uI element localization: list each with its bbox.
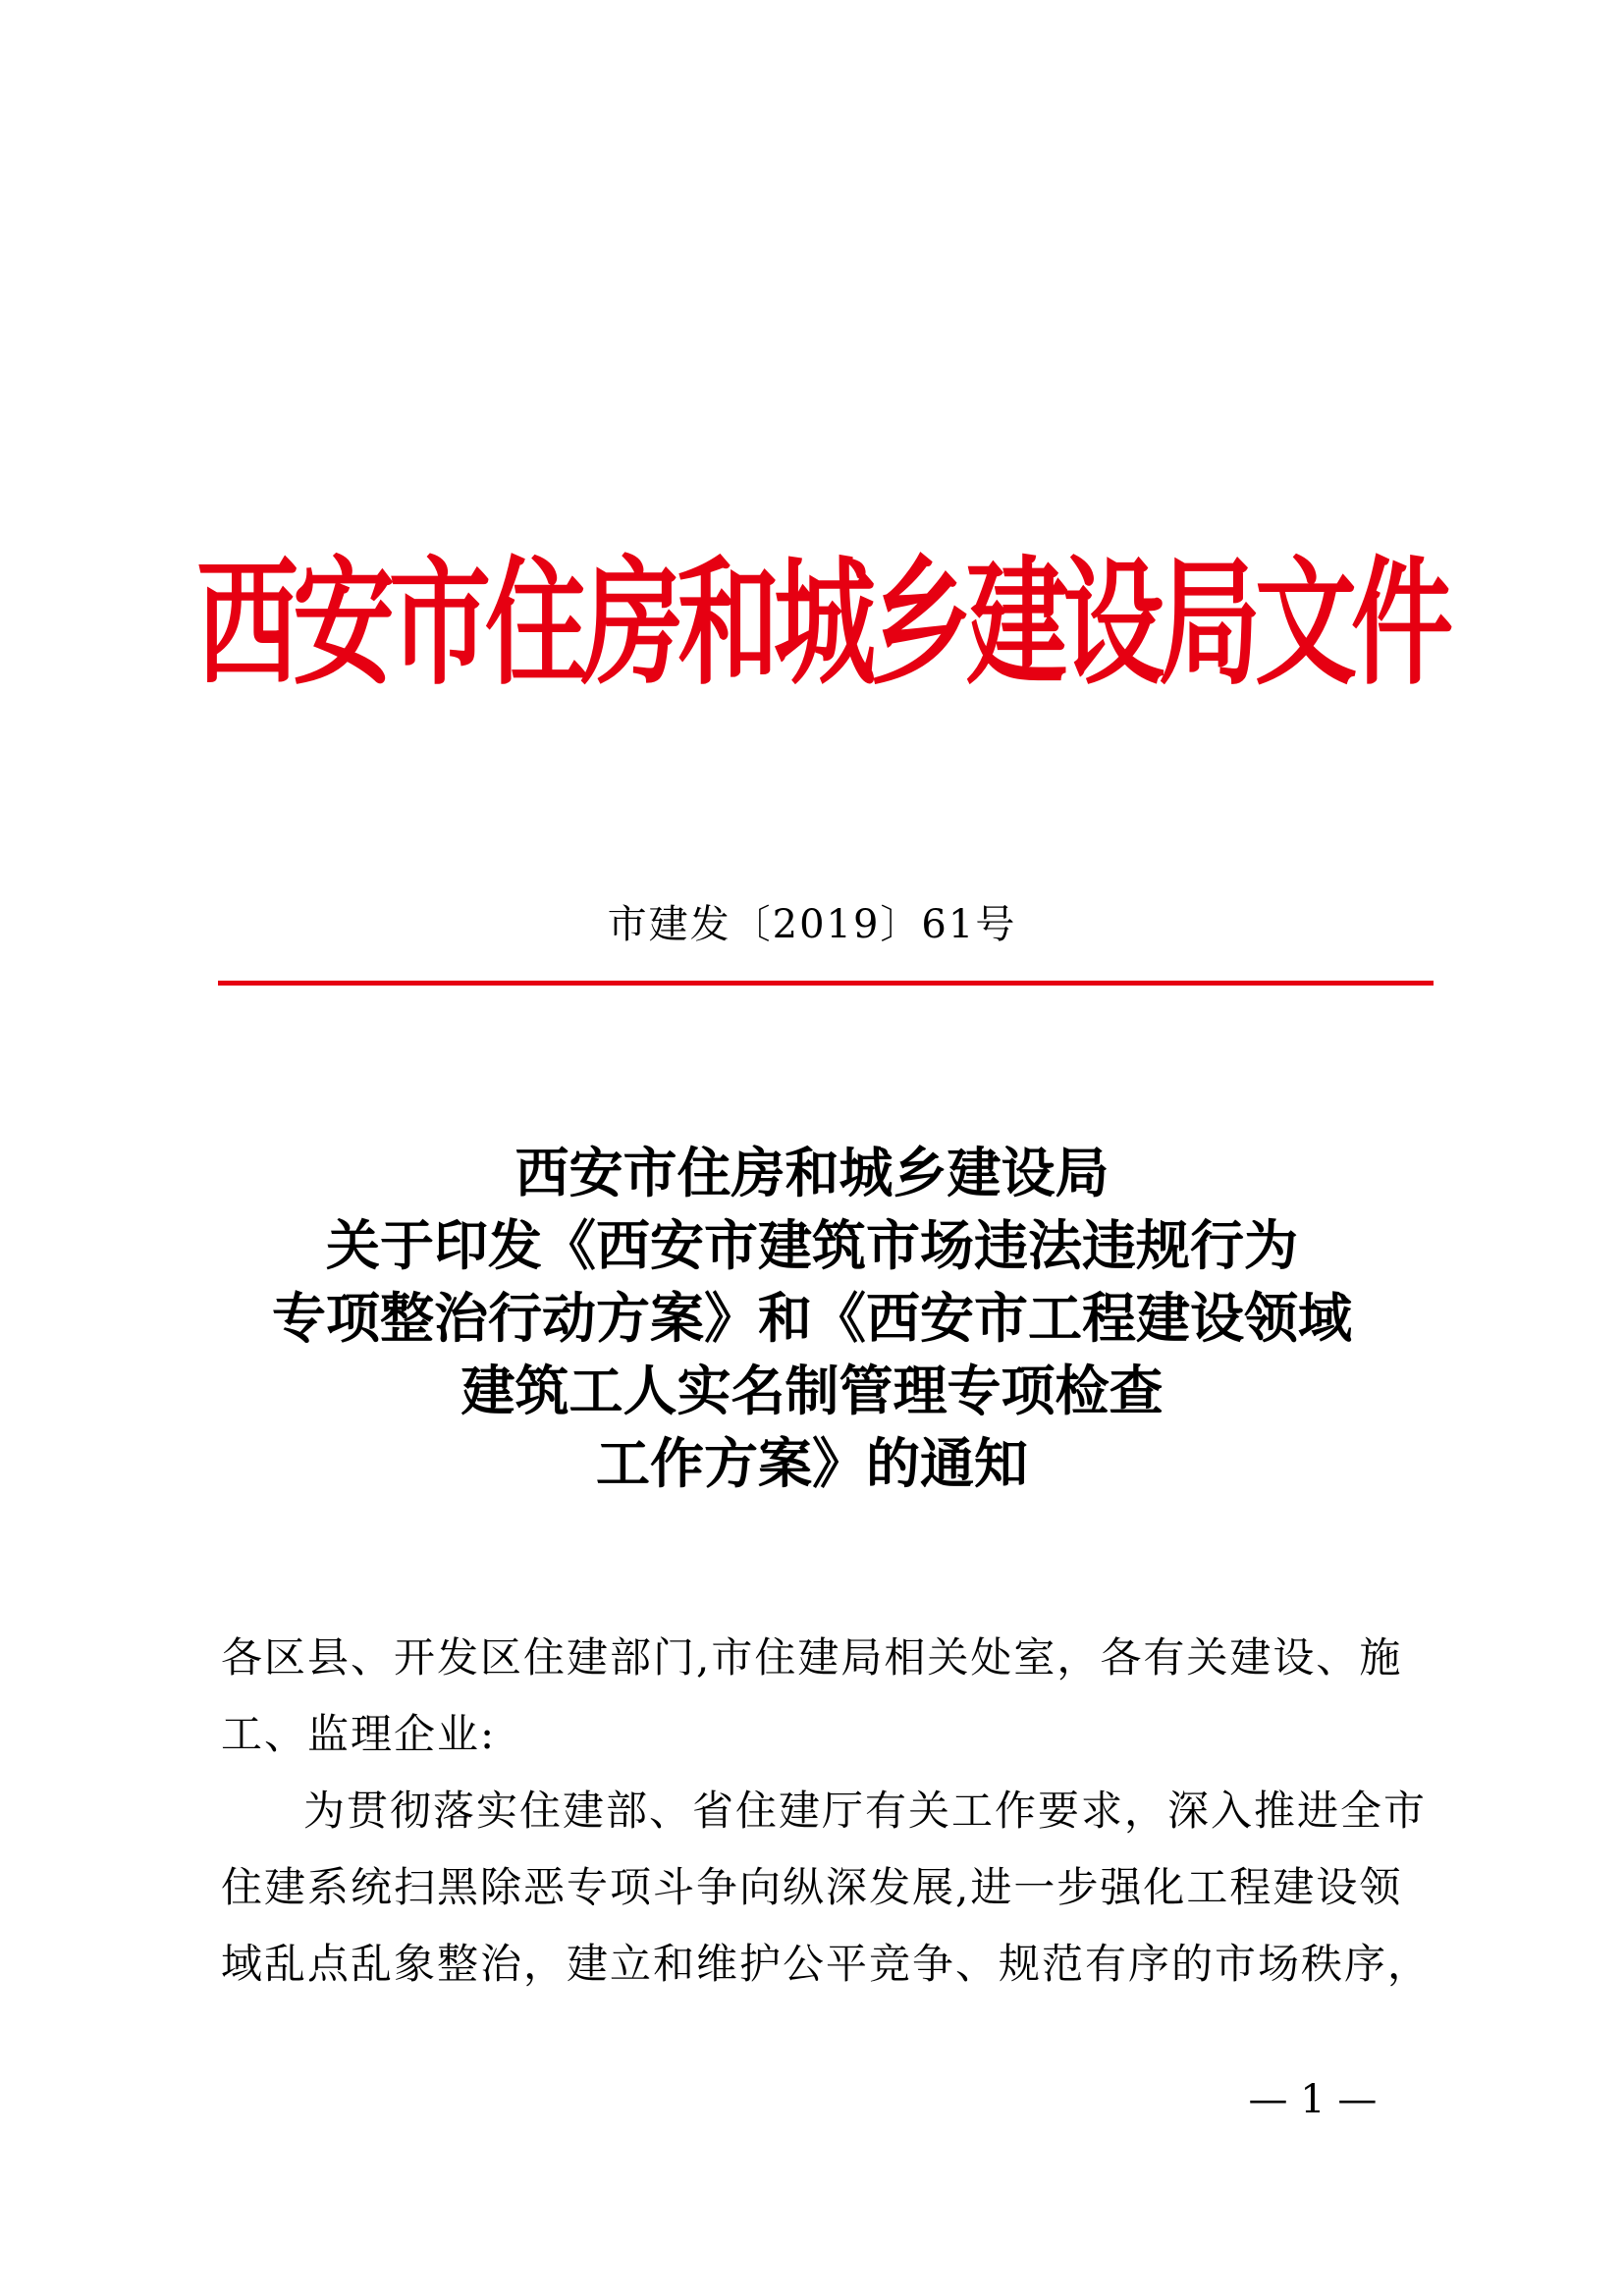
title-line: 关于印发《西安市建筑市场违法违规行为 (325, 1213, 1298, 1277)
document-number: 市建发〔2019〕61号 (607, 902, 1017, 947)
page-number: — 1 — (1248, 2077, 1378, 2122)
title-line: 专项整治行动方案》和《西安市工程建设领域 (271, 1286, 1352, 1350)
masthead-title: 西安市住房和城乡建设局文件 (196, 541, 1448, 705)
title-line: 工作方案》的通知 (595, 1431, 1028, 1495)
title-line: 建筑工人实名制管理专项检查 (460, 1359, 1164, 1422)
recipient-line: 工、监理企业: (221, 1710, 497, 1758)
body-line: 为贯彻落实住建部、省住建厅有关工作要求，深入推进全市 (303, 1787, 1428, 1835)
body-line: 域乱点乱象整治，建立和维护公平竞争、规范有序的市场秩序， (221, 1940, 1432, 1988)
body-paragraph (221, 1773, 1435, 2002)
body-line: 住建系统扫黑除恶专项斗争向纵深发展,进一步强化工程建设领 (221, 1863, 1403, 1911)
recipient-line: 各区县、开发区住建部门,市住建局相关处室，各有关建设、施 (221, 1633, 1403, 1682)
red-divider-line (218, 981, 1434, 986)
title-line: 西安市住房和城乡建设局 (514, 1141, 1110, 1204)
notice-title (196, 1137, 1428, 1500)
recipient-block (221, 1620, 1435, 1773)
